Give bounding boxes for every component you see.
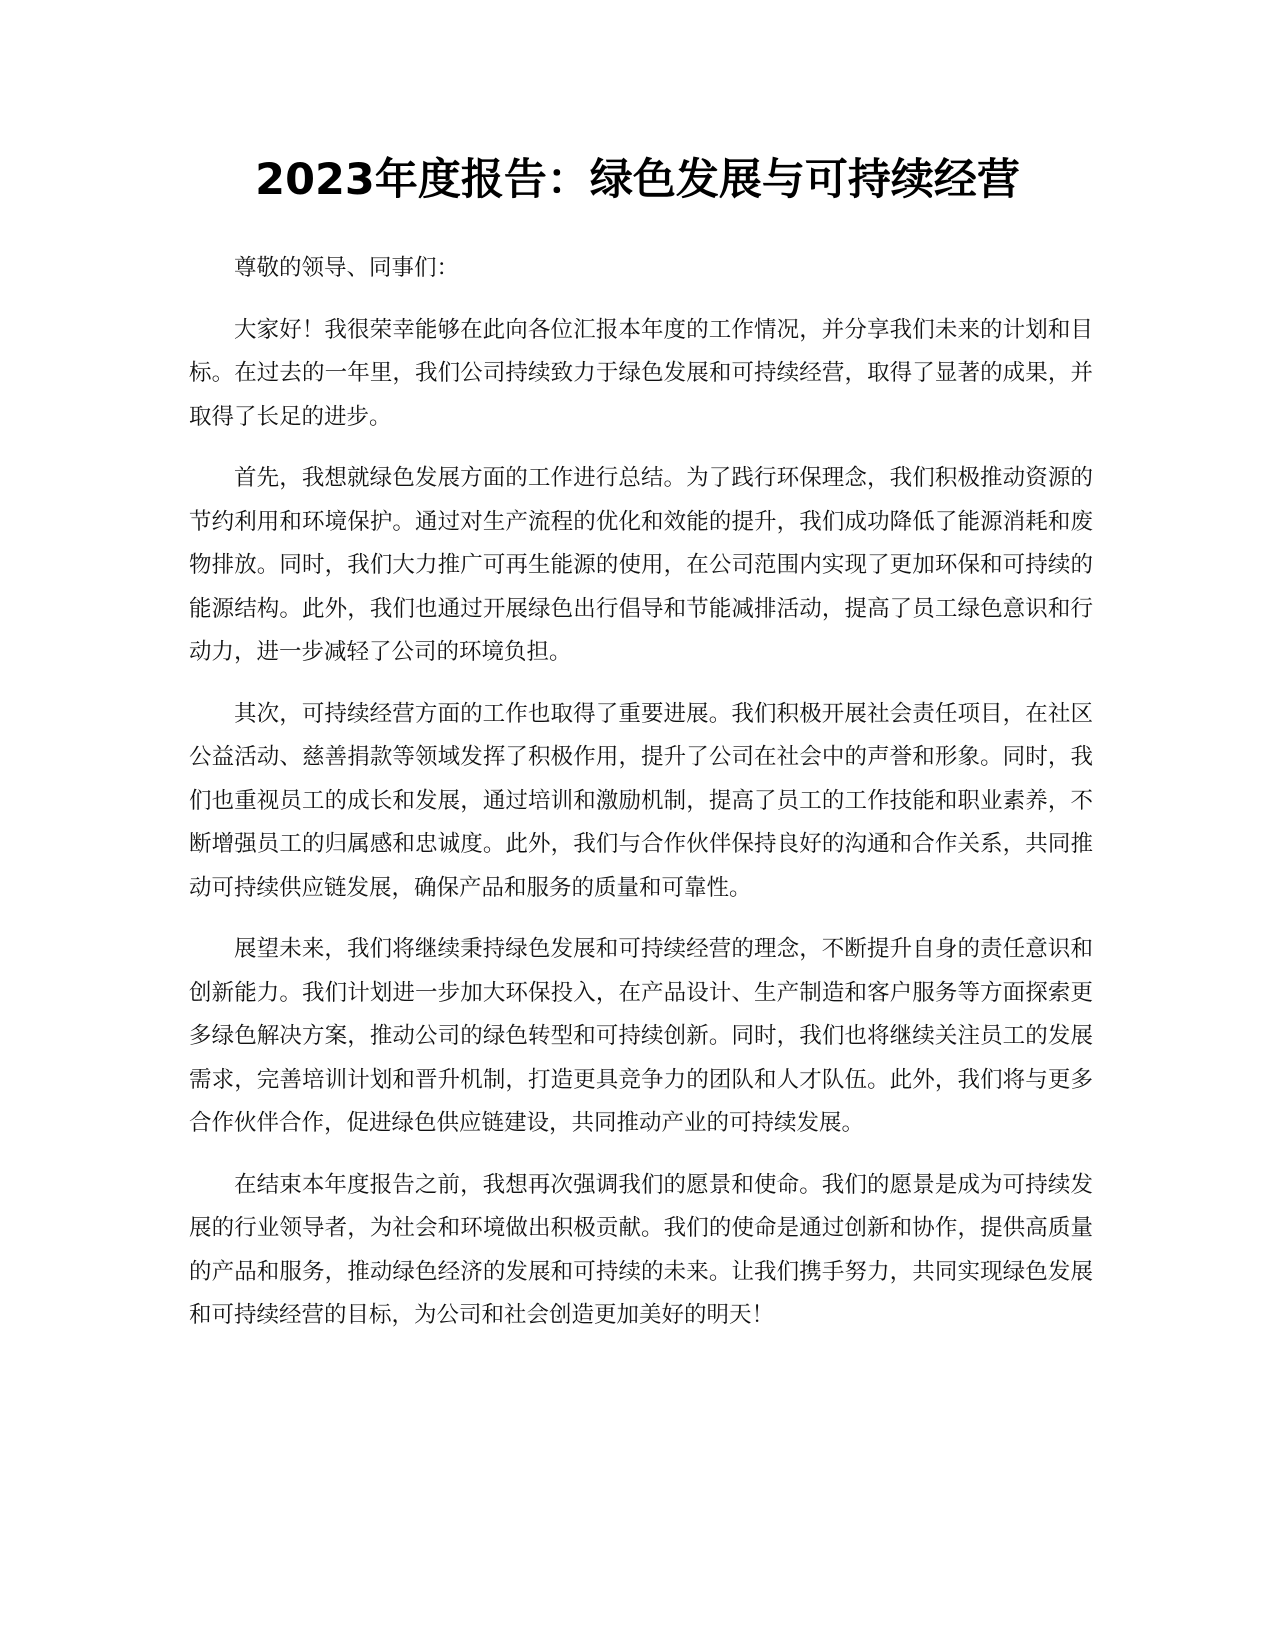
document-title: 2023年度报告：绿色发展与可持续经营 <box>255 155 1020 205</box>
document-body <box>189 247 1093 1356</box>
paragraph-vision-mission: 在结束本年度报告之前，我想再次强调我们的愿景和使命。我们的愿景是成为可持续发展的行业领导者，为社会和环境做出积极贡献。我们的使命是通过创新和协作，提供高质量的产品和服务，推动绿色经济的发展和可持续的未来。让我们携手努力，共同实现绿色发展和可持续经营的目标，为公司和社会创造更加美好的明天！ <box>189 1171 1093 1328</box>
paragraph-green-development: 首先，我想就绿色发展方面的工作进行总结。为了践行环保理念，我们积极推动资源的节约利用和环境保护。通过对生产流程的优化和效能的提升，我们成功降低了能源消耗和废物排放。同时，我们大力推广可再生能源的使用，在公司范围内实现了更加环保和可持续的能源结构。此外，我们也通过开展绿色出行倡导和节能减排活动，提高了员工绿色意识和行动力，进一步减轻了公司的环境负担。 <box>189 465 1093 665</box>
paragraph-greeting: 大家好！我很荣幸能够在此向各位汇报本年度的工作情况，并分享我们未来的计划和目标。在过去的一年里，我们公司持续致力于绿色发展和可持续经营，取得了显著的成果，并取得了长足的进步。 <box>189 316 1093 430</box>
paragraph-outlook: 展望未来，我们将继续秉持绿色发展和可持续经营的理念，不断提升自身的责任意识和创新能力。我们计划进一步加大环保投入，在产品设计、生产制造和客户服务等方面探索更多绿色解决方案，推动公司的绿色转型和可持续创新。同时，我们也将继续关注员工的发展需求，完善培训计划和晋升机制，打造更具竞争力的团队和人才队伍。此外，我们将与更多合作伙伴合作，促进绿色供应链建设，共同推动产业的可持续发展。 <box>189 936 1093 1136</box>
salutation: 尊敬的领导、同事们： <box>234 255 460 281</box>
paragraph-sustainable-operation: 其次，可持续经营方面的工作也取得了重要进展。我们积极开展社会责任项目，在社区公益活动、慈善捐款等领域发挥了积极作用，提升了公司在社会中的声誉和形象。同时，我们也重视员工的成长和发展，通过培训和激励机制，提高了员工的工作技能和职业素养，不断增强员工的归属感和忠诚度。此外，我们与合作伙伴保持良好的沟通和合作关系，共同推动可持续供应链发展，确保产品和服务的质量和可靠性。 <box>189 700 1093 901</box>
